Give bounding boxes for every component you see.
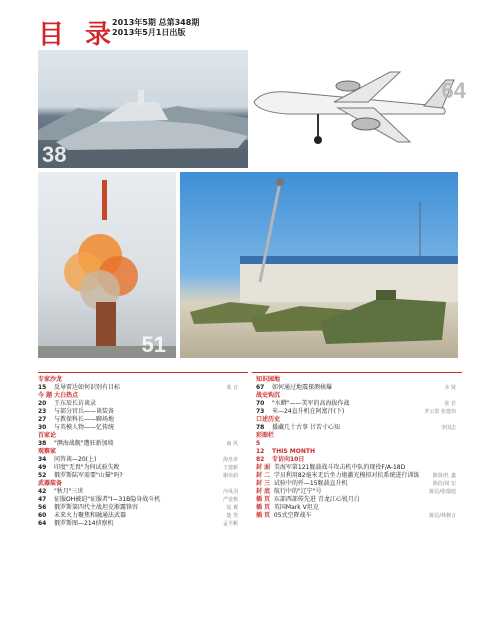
aircraft-photo [248,50,472,168]
missile-illustration [38,172,176,358]
toc-row[interactable]: 82 专访向10日 [256,456,305,463]
warship-illustration [38,50,270,168]
toc-row[interactable]: 5 [256,440,261,447]
cover-row[interactable]: 封 面 美海军第121舰载战斗攻击机中队的现役F/A-18D [256,464,406,471]
cover-row[interactable]: 插 页 05式空降战车 陈信/林穆言 [256,512,456,519]
cover-row[interactable]: 封 三 试验中的歼—15舰载直升机 陈信/周 宏 [256,480,456,487]
toc-section: 彩图栏 [256,432,275,439]
toc-section: 战史钩沉 [256,392,281,399]
toc-row[interactable]: 78 援藏几十古事 甘苦寸心知 李国志 [256,424,456,431]
page-number-38: 38 [42,142,67,167]
issue-date: 2013年5月1日出版 [112,28,186,37]
toc-row[interactable]: 38 "濒海战舰"遭驻新加坡 南 风 [38,440,238,447]
toc-row[interactable]: 56 俄罗斯第四代主战坦克渐露锋容 尾 翼 [38,504,238,511]
toc-section: 武器装备 [38,480,63,487]
cover-row[interactable]: 插 页 英国Mark V坦克 [256,504,319,511]
column-divider-right [252,372,462,373]
page-number-51: 51 [141,332,166,357]
toc-section: 专家沙龙 [38,376,63,383]
toc-row[interactable]: 34 问答谈—20(上) 海皇帝 [38,456,238,463]
toc-section: 观察家 [38,448,57,455]
toc-right-column [256,376,456,520]
toc-section: 知识园地 [256,376,281,383]
cover-row[interactable]: 封 底 航行中的"辽宁"号 陈信/张瑞庭 [256,488,456,495]
toc-section: 今 题 大白热点 [38,392,79,399]
toc-left-column [38,376,238,528]
toc-header [0,0,488,50]
cover-row[interactable]: 插 页 东部西部传先进 青龙江心锐月白 [256,496,360,503]
toc-row[interactable]: 64 俄罗斯图—214侦察机 孟平帆 [38,520,238,527]
vehicles-illustration [180,172,458,358]
toc-row[interactable]: 30 与英模人物——忆传统 [38,424,115,431]
toc-section: 百家论 [38,432,57,439]
aircraft-illustration [248,50,472,168]
toc-row[interactable]: 27 与教保科长——聊场地 [38,416,115,423]
toc-row[interactable]: 49 印度"无畏"为何试验失败 王建新 [38,464,238,471]
page-title: 目 录 [38,20,118,50]
toc-section: 口述历史 [256,416,281,423]
toc-row[interactable]: 70 "水蟒"——美军的高海拔作战 张 若 [256,400,456,407]
toc-row[interactable]: 60 未来火力聚焦和融通法武器 楚 男 [38,512,238,519]
toc-row[interactable]: 20 王东辰长访谈录 [38,400,97,407]
toc-row[interactable]: 42 "秋月"三世 冷凤羽 [38,488,238,495]
toc-row[interactable]: 73 米—24直升机在阿富汗(下) 罗云霄 张建伟 [256,408,456,415]
missile-launch-photo [38,172,176,358]
toc-row[interactable]: 52 俄罗斯陆军需要"山猫"吗? 谢赤韵 [38,472,238,479]
toc-row[interactable]: 67 如何通过地震探测核爆 齐 贤 [256,384,456,391]
page-number-64: 64 [441,78,466,103]
cover-row[interactable]: 封 二 学员利用82毫米无后坐力炮激光模拟对抗系统进行训练 陈贤/杜 鑫 [256,472,456,479]
armored-vehicles-photo [180,172,458,358]
warship-photo [38,50,270,168]
issue-info [112,18,199,38]
issue-number: 2013年5期 总第348期 [112,18,200,27]
toc-row[interactable]: 47 征服OH被迫"征服者"Ⅰ—31B隐身战斗机 严觉格 [38,496,238,503]
toc-row[interactable]: 15 反导雷达如何识别有目标 蓝 音 [38,384,238,391]
toc-row[interactable]: 12 THIS MONTH [256,448,315,455]
toc-row[interactable]: 23 与部分官兵——谈装备 [38,408,115,415]
column-divider-left [38,372,248,373]
